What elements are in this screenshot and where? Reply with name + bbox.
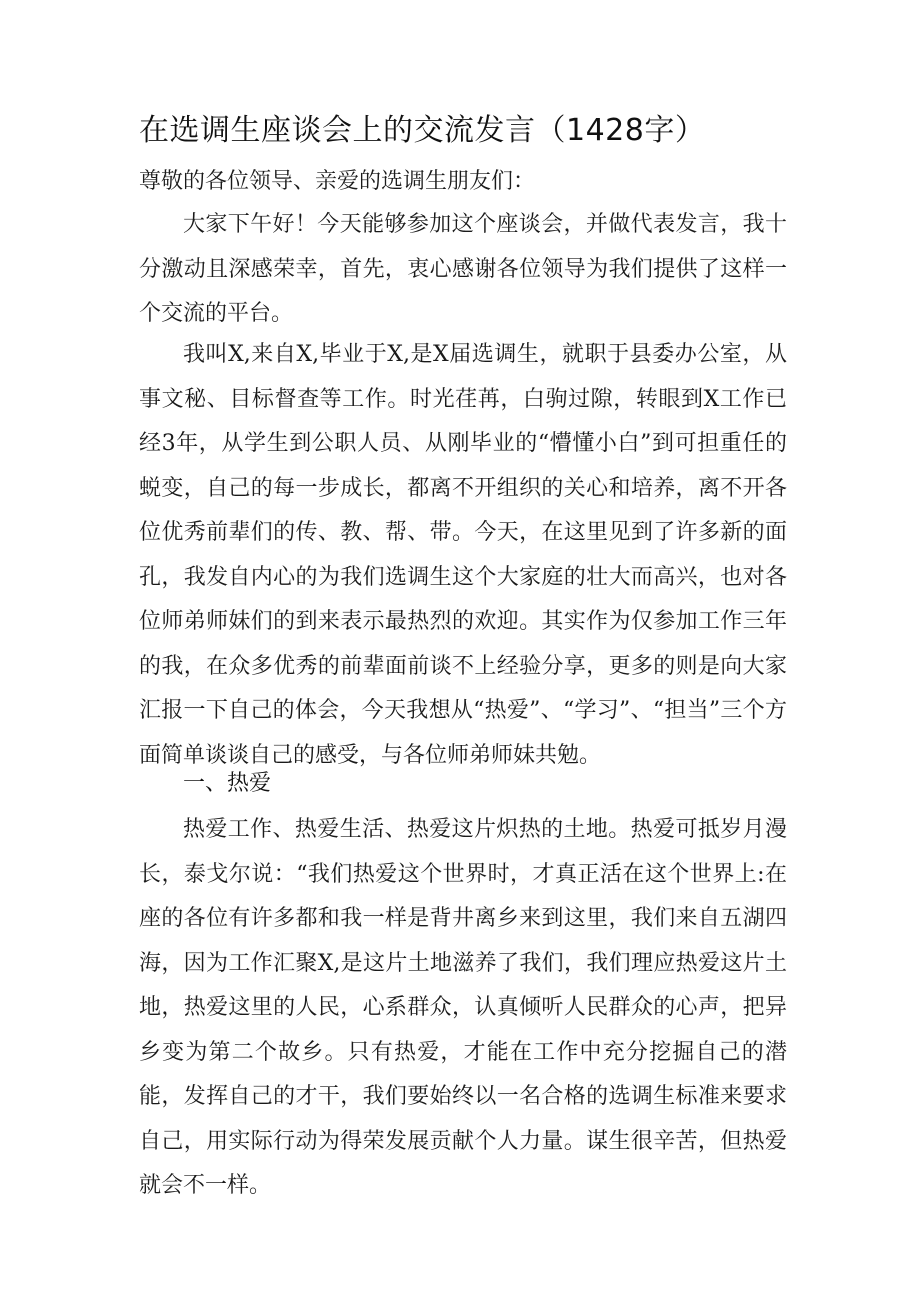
paragraph-introduction: 我叫X,来自X,毕业于X,是X届选调生，就职于县委办公室，从事文秘、目标督查等工作。时光荏苒，白驹过隙，转眼到X工作已经3年，从学生到公职人员、从刚毕业的“懵懂小白”到可担重任的蜕变，自己的每一步成长，都离不开组织的关心和培养，离不开各位优秀前辈们的传、教、帮、带。今天，在这里见到了许多新的面孔，我发自内心的为我们选调生这个大家庭的壮大而高兴，也对各位师弟师妹们的到来表示最热烈的欢迎。其实作为仅参加工作三年的我，在众多优秀的前辈面前谈不上经验分享，更多的则是向大家汇报一下自己的体会，今天我想从“热爱”、“学习”、“担当”三个方面简单谈谈自己的感受，与各位师弟师妹共勉。 (139, 342, 787, 768)
document-title: 在选调生座谈会上的交流发言（1428字） (139, 113, 706, 148)
section-heading: 一、热爱 (183, 771, 272, 796)
section-paragraph: 热爱工作、热爱生活、热爱这片炽热的土地。热爱可抵岁月漫长，泰戈尔说：“我们热爱这个世界时，才真正活在这个世界上:在座的各位有许多都和我一样是背井离乡来到这里，我们来自五湖四海，因为工作汇聚X,是这片土地滋养了我们，我们理应热爱这片土地，热爱这里的人民，心系群众，认真倾听人民群众的心声，把异乡变为第二个故乡。只有热爱，才能在工作中充分挖掘自己的潜能，发挥自己的才干，我们要始终以一名合格的选调生标准来要求自己，用实际行动为得荣发展贡献个人力量。谋生很辛苦，但热爱就会不一样。 (139, 817, 787, 1198)
paragraph-greeting: 大家下午好！今天能够参加这个座谈会，并做代表发言，我十分激动且深感荣幸，首先，衷心感谢各位领导为我们提供了这样一个交流的平台。 (139, 212, 787, 326)
salutation: 尊敬的各位领导、亲爱的选调生朋友们： (139, 169, 536, 194)
